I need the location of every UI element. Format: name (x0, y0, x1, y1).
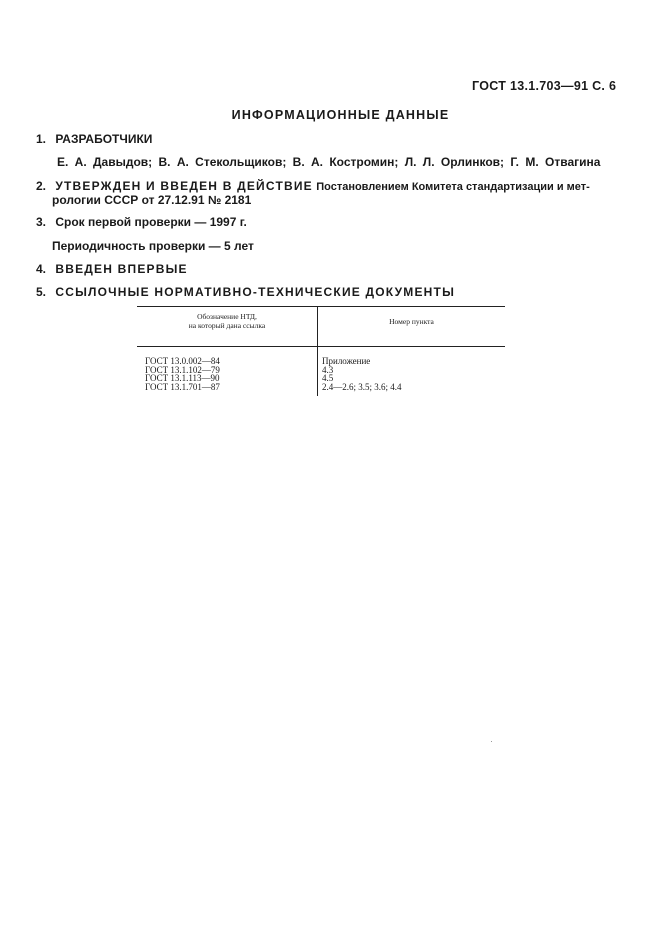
section-5-number: 5. (36, 285, 47, 299)
table-cell-document: ГОСТ 13.1.102—79 (137, 366, 318, 375)
column-header-document-line1: Обозначение НТД, (197, 312, 257, 321)
column-header-document (137, 307, 318, 347)
section-2-label: УТВЕРЖДЕН И ВВЕДЕН В ДЕЙСТВИЕ (55, 179, 313, 193)
section-4-number: 4. (36, 262, 47, 276)
table-cell-clause: 4.5 (322, 373, 334, 383)
references-table (137, 306, 505, 396)
section-1-authors: Е. А. Давыдов; В. А. Стекольщиков; В. А. Костромин; Л. Л. Орлинков; Г. М. Отвагина (57, 155, 601, 169)
column-header-clause: Номер пункта (318, 307, 506, 347)
section-5 (36, 285, 455, 299)
table-row (137, 347, 505, 366)
table-cell-clause: 2.4—2.6; 3.5; 3.6; 4.4 (322, 381, 402, 392)
page-title: ИНФОРМАЦИОННЫЕ ДАННЫЕ (231, 108, 450, 122)
section-2-number: 2. (36, 179, 47, 193)
section-5-label: ССЫЛОЧНЫЕ НОРМАТИВНО-ТЕХНИЧЕСКИЕ ДОКУМЕНТЫ (55, 285, 456, 299)
scan-speck (491, 741, 492, 742)
section-2 (36, 179, 590, 193)
section-2-text: Постановлением Комитета стандартизации и мет- (316, 181, 590, 193)
table-cell-clause: Приложение (322, 356, 371, 366)
section-1-number: 1. (36, 132, 47, 146)
section-3-periodicity: Периодичность проверки — 5 лет (52, 239, 254, 253)
section-1 (36, 132, 152, 146)
section-3-text: Срок первой проверки — 1997 г. (55, 215, 247, 229)
section-4-label: ВВЕДЕН ВПЕРВЫЕ (55, 262, 188, 276)
table-row (137, 383, 505, 397)
table-cell-document: ГОСТ 13.0.002—84 (137, 347, 318, 366)
section-2-continuation: рологии СССР от 27.12.91 № 2181 (52, 193, 252, 207)
section-1-label: РАЗРАБОТЧИКИ (55, 132, 153, 146)
table-cell-document: ГОСТ 13.1.113—90 (137, 374, 318, 383)
section-3-number: 3. (36, 215, 47, 229)
table-header-row (137, 307, 505, 347)
section-3 (36, 215, 247, 229)
page-header: ГОСТ 13.1.703—91 С. 6 (472, 79, 617, 93)
section-4 (36, 262, 188, 276)
column-header-document-line2: на который дана ссылка (188, 321, 266, 330)
table-cell-clause: 4.3 (322, 364, 334, 375)
table-cell-document: ГОСТ 13.1.701—87 (137, 383, 318, 397)
